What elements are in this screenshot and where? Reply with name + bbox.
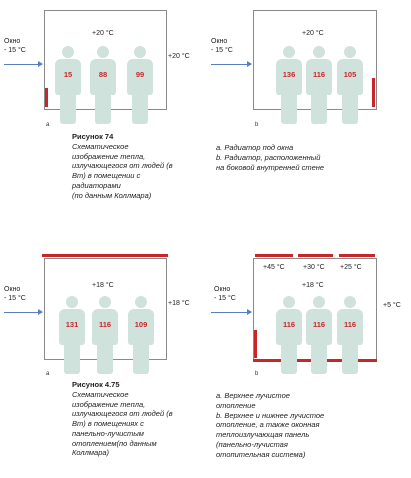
window-label-line1: Окно [4,38,21,45]
caption-line: Вт) в помещениях с [72,419,144,428]
window-radiant-panel [254,330,257,358]
legend-line: отопление, а также оконная [216,420,320,430]
temp-right: +5 °C [383,302,401,309]
heat-value: 116 [343,320,357,329]
window-label-a [4,38,26,56]
ceiling-radiant-panel [42,254,168,257]
heat-value: 131 [65,320,79,329]
legend-line: отопление [216,400,256,410]
person-figure [55,46,81,124]
radiator-under-window [45,88,48,107]
caption-line: (по данным Коллмара) [72,190,152,200]
person-figure [276,46,302,124]
legend-line: a. Радиатор под окна [216,143,294,152]
temp-center: +20 °C [92,30,114,37]
legend-line: b. Верхнее и нижнее лучистое [216,410,325,420]
figure-caption-74 [72,132,212,200]
caption-line: Схематическое [72,389,129,399]
caption-line: излучающегося от людей (в [72,161,173,171]
legend-line: на боковой внутренней стене [216,162,325,172]
window-label-line2: - 15 °C [4,46,26,54]
legend-line: a. Верхнее лучистое [216,391,290,400]
window-label-line2: - 15 °C [214,294,236,302]
caption-title: Рисунок 4.75 [72,380,120,389]
temp-center: +20 °C [302,30,324,37]
caption-line: Коллмара) [72,448,110,458]
heat-value: 99 [135,70,145,79]
heat-value: 116 [98,320,112,329]
temp-top: +25 °C [340,264,362,271]
panel-letter: b [255,122,259,128]
panel-letter: b [255,371,259,377]
person-figure [276,296,302,374]
window-label-line1: Окно [211,38,228,45]
person-figure [127,46,153,124]
person-figure [92,296,118,374]
heat-value: 136 [282,70,296,79]
person-figure [59,296,85,374]
cold-air-arrow [4,312,42,313]
caption-line: радиаторами [72,180,121,190]
person-figure [90,46,116,124]
figure-legend-475 [216,391,406,459]
panel-letter: a [46,122,50,128]
caption-line: излучающегося от людей (в [72,409,173,419]
window-label-c [4,286,26,304]
legend-line: отопительная система) [216,449,306,459]
caption-line: изображение тепла, [72,399,146,409]
legend-line: (панельно-лучистая [216,439,288,449]
heat-value: 116 [312,70,326,79]
panel-letter: a [46,371,50,377]
radiator-inner-wall [372,78,375,107]
heat-value: 116 [312,320,326,329]
caption-line: панельно-лучистым [72,428,144,438]
caption-line: изображение тепла, [72,151,146,161]
window-label-line1: Окно [4,286,21,293]
cold-air-arrow [211,64,251,65]
person-figure [306,46,332,124]
temp-center: +18 °C [92,282,114,289]
cold-air-arrow [4,64,42,65]
ceiling-panel-segment [298,254,333,257]
temp-top: +30 °C [303,264,325,271]
caption-line: Вт) в помещении с [72,171,141,180]
heat-value: 105 [343,70,357,79]
temp-center: +18 °C [302,282,324,289]
person-figure [128,296,154,374]
temp-right: +18 °C [168,300,190,307]
caption-line: отоплением(по данным [72,438,157,448]
ceiling-panel-segment [339,254,375,257]
temp-right: +20 °C [168,53,190,60]
person-figure [306,296,332,374]
temp-top: +45 °C [263,264,285,271]
ceiling-panel-segment [255,254,293,257]
cold-air-arrow [211,312,251,313]
legend-line: b. Радиатор, расположенный [216,152,321,162]
person-figure [337,46,363,124]
window-label-line2: - 15 °C [211,46,233,54]
window-label-b [211,38,233,56]
window-label-d [214,286,236,304]
window-label-line1: Окно [214,286,231,293]
legend-line: теплоизлучающая панель [216,430,310,439]
person-figure [337,296,363,374]
caption-title: Рисунок 74 [72,132,114,141]
window-label-line2: - 15 °C [4,294,26,302]
caption-line: Схематическое [72,141,129,151]
figure-legend-74 [216,143,406,172]
figure-caption-475 [72,380,212,458]
heat-value: 116 [282,320,296,329]
heat-value: 109 [134,320,148,329]
heat-value: 15 [63,70,73,79]
heat-value: 88 [98,70,108,79]
